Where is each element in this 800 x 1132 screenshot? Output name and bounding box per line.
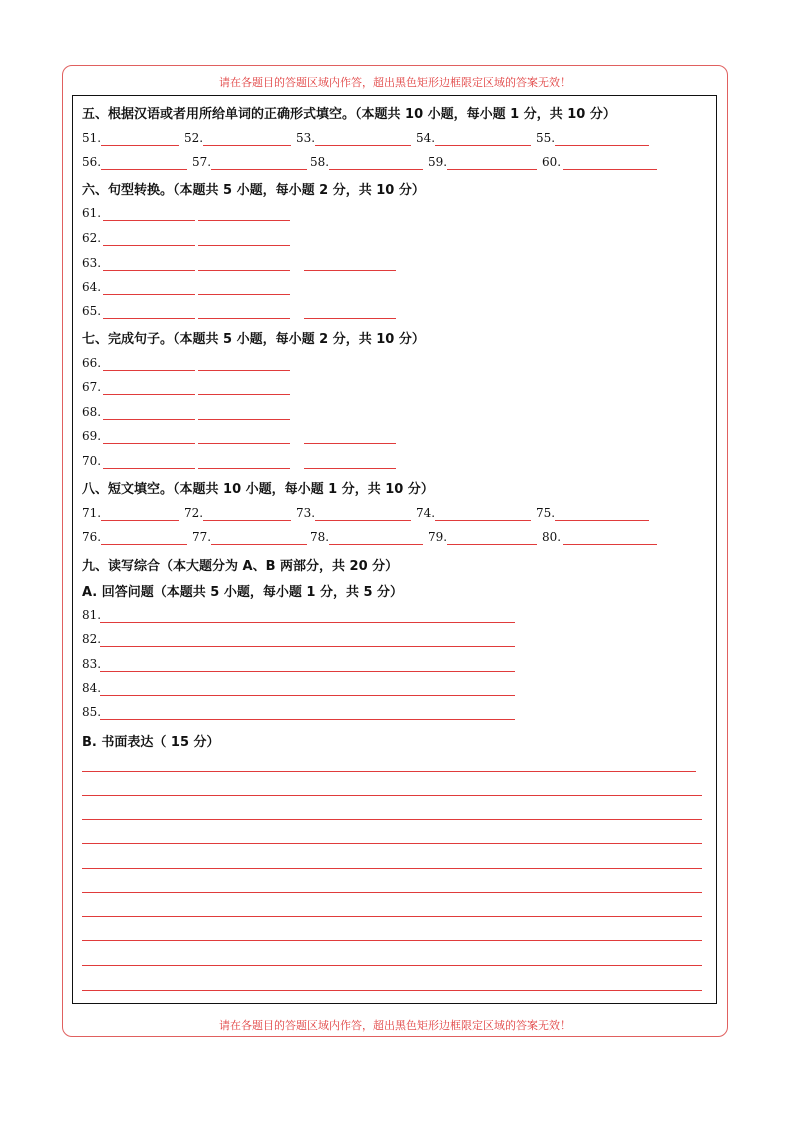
question-label: 77. [192,530,212,544]
answer-blank[interactable] [211,544,307,545]
question-label: 83. [82,657,102,671]
writing-line[interactable] [82,990,702,991]
question-label: 57. [192,155,212,169]
answer-blank[interactable] [103,294,195,295]
question-label: 80. [542,530,562,544]
answer-blank[interactable] [103,220,195,221]
answer-blank[interactable] [329,544,423,545]
question-label: 69. [82,429,102,443]
section-5-heading: 五、根据汉语或者用所给单词的正确形式填空。（本题共 10 小题，每小题 1 分，共 10 分） [82,107,616,122]
writing-line[interactable] [82,916,702,917]
answer-blank[interactable] [103,245,195,246]
answer-blank[interactable] [101,544,187,545]
answer-blank[interactable] [198,443,290,444]
question-label: 82. [82,632,102,646]
answer-blank[interactable] [304,468,396,469]
section-8-heading: 八、短文填空。（本题共 10 小题，每小题 1 分，共 10 分） [82,482,434,497]
answer-blank[interactable] [103,318,195,319]
top-notice: 请在各题目的答题区域内作答，超出黑色矩形边框限定区域的答案无效！ [219,76,571,89]
answer-blank[interactable] [101,145,179,146]
question-label: 85. [82,705,102,719]
answer-line[interactable] [100,671,515,672]
answer-blank[interactable] [198,394,290,395]
answer-blank[interactable] [304,318,396,319]
question-label: 78. [310,530,330,544]
answer-line[interactable] [100,646,515,647]
question-label: 66. [82,356,102,370]
question-label: 79. [428,530,448,544]
question-label: 53. [296,131,316,145]
question-label: 51. [82,131,102,145]
writing-line[interactable] [82,868,702,869]
question-label: 65. [82,304,102,318]
answer-line[interactable] [100,622,515,623]
question-label: 68. [82,405,102,419]
question-label: 75. [536,506,556,520]
answer-blank[interactable] [315,145,411,146]
answer-blank[interactable] [211,169,307,170]
answer-blank[interactable] [435,520,531,521]
answer-blank[interactable] [563,169,657,170]
answer-blank[interactable] [198,419,290,420]
question-label: 55. [536,131,556,145]
answer-blank[interactable] [103,370,195,371]
answer-line[interactable] [100,695,515,696]
answer-blank[interactable] [304,270,396,271]
answer-blank[interactable] [101,520,179,521]
bottom-notice: 请在各题目的答题区域内作答，超出黑色矩形边框限定区域的答案无效！ [219,1019,571,1032]
answer-blank[interactable] [198,270,290,271]
writing-line[interactable] [82,771,696,772]
question-label: 52. [184,131,204,145]
question-label: 58. [310,155,330,169]
writing-line[interactable] [82,940,702,941]
question-label: 56. [82,155,102,169]
question-label: 54. [416,131,436,145]
question-label: 59. [428,155,448,169]
writing-line[interactable] [82,795,702,796]
writing-line[interactable] [82,965,702,966]
section-7-heading: 七、完成句子。（本题共 5 小题，每小题 2 分，共 10 分） [82,332,425,347]
question-label: 70. [82,454,102,468]
section-9-heading: 九、读写综合（本大题分为 A、B 两部分，共 20 分） [82,559,399,574]
answer-blank[interactable] [329,169,423,170]
answer-blank[interactable] [555,520,649,521]
answer-blank[interactable] [203,145,291,146]
question-label: 74. [416,506,436,520]
answer-blank[interactable] [198,294,290,295]
question-label: 63. [82,256,102,270]
answer-blank[interactable] [103,443,195,444]
answer-blank[interactable] [103,270,195,271]
answer-blank[interactable] [198,468,290,469]
answer-blank[interactable] [203,520,291,521]
answer-blank[interactable] [101,169,187,170]
answer-blank[interactable] [555,145,649,146]
question-label: 60. [542,155,562,169]
answer-blank[interactable] [447,544,537,545]
writing-line[interactable] [82,819,702,820]
answer-blank[interactable] [315,520,411,521]
section-6-heading: 六、句型转换。（本题共 5 小题，每小题 2 分，共 10 分） [82,183,425,198]
question-label: 72. [184,506,204,520]
answer-blank[interactable] [447,169,537,170]
answer-blank[interactable] [198,220,290,221]
answer-blank[interactable] [103,419,195,420]
answer-blank[interactable] [198,318,290,319]
section-9b-heading: B. 书面表达（ 15 分） [82,735,220,750]
question-label: 73. [296,506,316,520]
answer-blank[interactable] [198,370,290,371]
answer-blank[interactable] [198,245,290,246]
question-label: 71. [82,506,102,520]
answer-blank[interactable] [563,544,657,545]
question-label: 81. [82,608,102,622]
section-9a-heading: A. 回答问题（本题共 5 小题，每小题 1 分，共 5 分） [82,585,404,600]
question-label: 67. [82,380,102,394]
answer-blank[interactable] [304,443,396,444]
question-label: 64. [82,280,102,294]
answer-blank[interactable] [435,145,531,146]
writing-line[interactable] [82,892,702,893]
answer-blank[interactable] [103,468,195,469]
question-label: 84. [82,681,102,695]
answer-line[interactable] [100,719,515,720]
answer-blank[interactable] [103,394,195,395]
question-label: 76. [82,530,102,544]
question-label: 62. [82,231,102,245]
question-label: 61. [82,206,102,220]
writing-line[interactable] [82,843,702,844]
